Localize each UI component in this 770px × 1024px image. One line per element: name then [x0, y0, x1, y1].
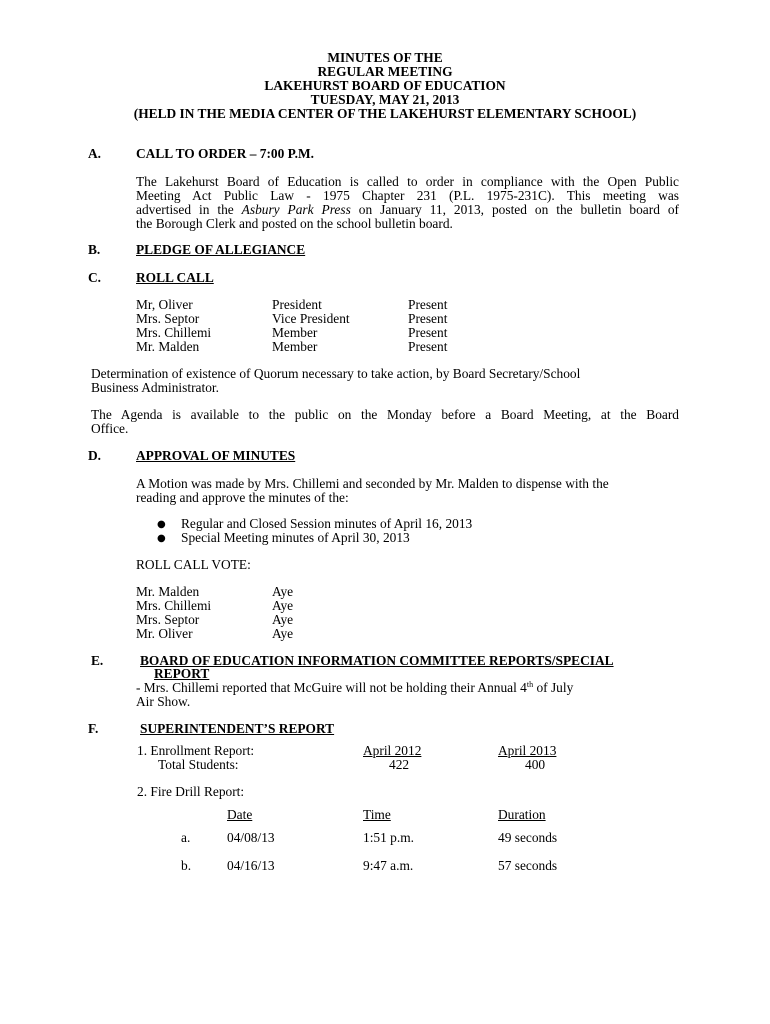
title-line-3: LAKEHURST BOARD OF EDUCATION — [264, 78, 506, 93]
title-line-1: MINUTES OF THE — [327, 50, 443, 65]
section-f-letter: F. — [88, 721, 99, 736]
fire-drill-row-letter: a. — [181, 830, 191, 845]
enrollment-col2-value: 400 — [525, 757, 546, 772]
bullet-icon: ● — [157, 533, 166, 544]
roll-status: Present — [408, 325, 448, 340]
newspaper-name: Asbury Park Press — [241, 202, 351, 217]
vote-name: Mr. Oliver — [136, 626, 193, 641]
fire-drill-date: 04/16/13 — [227, 858, 275, 873]
bullet-icon: ● — [157, 519, 166, 530]
enrollment-col2-header: April 2013 — [498, 743, 557, 758]
title-line-4: TUESDAY, MAY 21, 2013 — [310, 92, 460, 107]
roll-name: Mr. Malden — [136, 339, 200, 354]
enrollment-col1-header: April 2012 — [363, 743, 422, 758]
section-e-text-line-1: - Mrs. Chillemi reported that McGuire will not be holding their Annual 4th of July — [136, 680, 574, 695]
vote-value: Aye — [272, 626, 294, 641]
section-a-letter: A. — [88, 146, 102, 161]
fire-drill-duration: 49 seconds — [498, 830, 558, 845]
section-a-para-line-4: the Borough Clerk and posted on the school bulletin board. — [136, 216, 453, 231]
section-c-title: ROLL CALL — [136, 270, 214, 285]
fire-drill-date: 04/08/13 — [227, 830, 275, 845]
agenda-line-1: The Agenda is available to the public on the Monday before a Board Meeting, at the Board — [91, 407, 679, 422]
enrollment-col1-value: 422 — [389, 757, 410, 772]
title-line-2: REGULAR MEETING — [317, 64, 453, 79]
roll-call-vote-label: ROLL CALL VOTE: — [136, 557, 251, 572]
roll-name: Mrs. Septor — [136, 311, 200, 326]
section-e-title-line-2: REPORT — [154, 666, 210, 681]
quorum-line-2: Business Administrator. — [91, 380, 219, 395]
roll-role: President — [272, 297, 322, 312]
vote-value: Aye — [272, 612, 294, 627]
roll-role: Member — [272, 339, 318, 354]
agenda-line-2: Office. — [91, 421, 129, 436]
section-b-letter: B. — [88, 242, 101, 257]
roll-name: Mr, Oliver — [136, 297, 193, 312]
roll-status: Present — [408, 339, 448, 354]
section-e-letter: E. — [91, 653, 104, 668]
enrollment-label: 1. Enrollment Report: — [137, 743, 255, 758]
section-a-para-line-3: advertised in the Asbury Park Press on January 11, 2013, posted on the bulletin board of — [136, 202, 679, 217]
fire-drill-duration-header: Duration — [498, 807, 546, 822]
section-d-letter: D. — [88, 448, 102, 463]
fire-drill-time: 9:47 a.m. — [363, 858, 414, 873]
fire-drill-label: 2. Fire Drill Report: — [137, 784, 245, 799]
roll-name: Mrs. Chillemi — [136, 325, 212, 340]
fire-drill-time: 1:51 p.m. — [363, 830, 414, 845]
vote-value: Aye — [272, 584, 294, 599]
section-d-title: APPROVAL OF MINUTES — [136, 448, 296, 463]
roll-role: Vice President — [272, 311, 350, 326]
section-a-para-line-1: The Lakehurst Board of Education is called to order in compliance with the Open Public — [136, 174, 679, 189]
section-b-title: PLEDGE OF ALLEGIANCE — [136, 242, 306, 257]
section-e-title-line-1: BOARD OF EDUCATION INFORMATION COMMITTEE REPORTS/SPECIAL — [140, 653, 614, 668]
motion-line-1: A Motion was made by Mrs. Chillemi and seconded by Mr. Malden to dispense with the — [136, 476, 609, 491]
section-c-letter: C. — [88, 270, 102, 285]
section-a-title: CALL TO ORDER – 7:00 P.M. — [136, 146, 314, 161]
motion-line-2: reading and approve the minutes of the: — [136, 490, 349, 505]
vote-name: Mrs. Chillemi — [136, 598, 212, 613]
section-f-title: SUPERINTENDENT’S REPORT — [140, 721, 335, 736]
vote-value: Aye — [272, 598, 294, 613]
title-line-5: (HELD IN THE MEDIA CENTER OF THE LAKEHURST ELEMENTARY SCHOOL) — [133, 106, 637, 121]
roll-role: Member — [272, 325, 318, 340]
roll-status: Present — [408, 311, 448, 326]
section-a-para-line-2: Meeting Act Public Law - 1975 Chapter 231 (P.L. 1975-231C). This meeting was — [136, 188, 679, 203]
roll-status: Present — [408, 297, 448, 312]
minutes-bullet-item: Regular and Closed Session minutes of April 16, 2013 — [181, 516, 473, 531]
fire-drill-duration: 57 seconds — [498, 858, 558, 873]
vote-name: Mr. Malden — [136, 584, 200, 599]
enrollment-sublabel: Total Students: — [158, 757, 239, 772]
fire-drill-row-letter: b. — [181, 858, 192, 873]
section-e-text-line-2: Air Show. — [136, 694, 191, 709]
vote-name: Mrs. Septor — [136, 612, 200, 627]
fire-drill-time-header: Time — [363, 807, 391, 822]
fire-drill-date-header: Date — [227, 807, 253, 822]
quorum-line-1: Determination of existence of Quorum necessary to take action, by Board Secretary/School — [91, 366, 581, 381]
minutes-bullet-item: Special Meeting minutes of April 30, 2013 — [181, 530, 410, 545]
